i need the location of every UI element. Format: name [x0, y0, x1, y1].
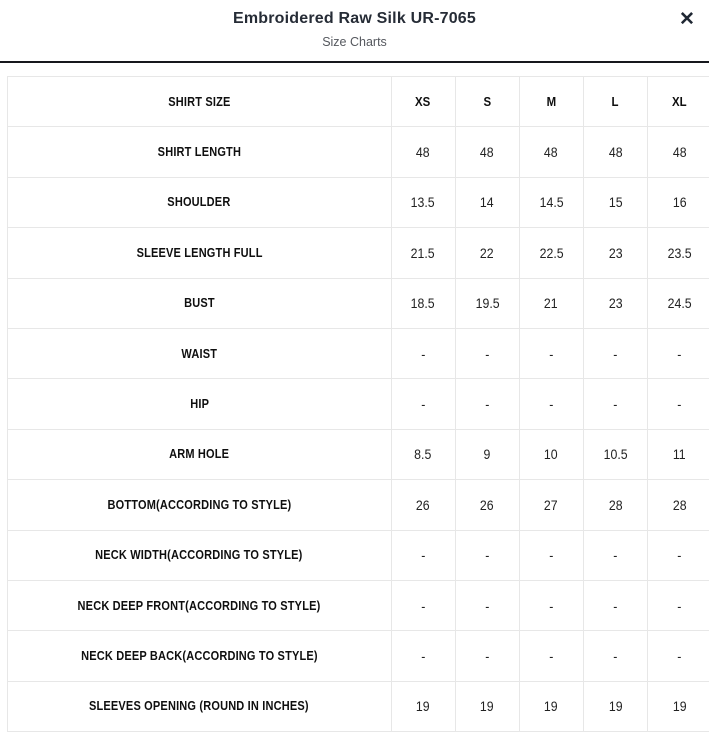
row-label-cell-text: SLEEVE LENGTH FULL: [136, 245, 263, 260]
value-cell: [391, 429, 455, 479]
value-cell: [519, 530, 583, 580]
value-cell-text: 19: [672, 698, 687, 715]
value-cell-text: 22.5: [539, 244, 564, 261]
value-cell-text: -: [421, 597, 426, 614]
value-cell-text: 10: [544, 446, 559, 463]
value-cell: [455, 681, 519, 731]
row-label-cell: [8, 127, 392, 177]
value-cell-text: 28: [608, 496, 623, 513]
value-cell-text: -: [549, 647, 554, 664]
row-label-cell: [8, 177, 392, 227]
value-cell: [455, 480, 519, 530]
row-label-cell-text: ARM HOLE: [169, 447, 230, 462]
header-size-cell: [583, 77, 647, 127]
value-cell: [455, 177, 519, 227]
value-cell-text: 18.5: [411, 295, 436, 312]
value-cell: [647, 228, 709, 278]
value-cell: [583, 328, 647, 378]
value-cell: [519, 379, 583, 429]
value-cell: [583, 631, 647, 681]
value-cell-text: 15: [608, 194, 623, 211]
value-cell-text: 19.5: [475, 295, 500, 312]
value-cell-text: -: [421, 345, 426, 362]
value-cell: [583, 177, 647, 227]
row-label-cell-text: WAIST: [181, 346, 218, 361]
value-cell-text: 23: [608, 244, 623, 261]
table-row: [8, 681, 709, 731]
value-cell: [583, 379, 647, 429]
header-size-cell-text: XL: [672, 94, 687, 110]
value-cell: [455, 328, 519, 378]
header-size-cell-text: L: [611, 94, 619, 110]
table-header-row: [8, 77, 709, 127]
header-label-cell: [8, 77, 392, 127]
value-cell-text: 48: [544, 144, 559, 161]
value-cell: [647, 429, 709, 479]
value-cell-text: -: [485, 396, 490, 413]
row-label-cell-text: BOTTOM(ACCORDING TO STYLE): [107, 497, 292, 512]
header-size-cell-text: S: [483, 94, 491, 110]
value-cell-text: -: [613, 597, 618, 614]
table-row: [8, 328, 709, 378]
value-cell-text: -: [677, 547, 682, 564]
row-label-cell-text: NECK DEEP BACK(ACCORDING TO STYLE): [80, 648, 318, 663]
value-cell-text: 27: [544, 496, 559, 513]
value-cell: [455, 429, 519, 479]
value-cell-text: 48: [480, 144, 495, 161]
row-label-cell-text: BUST: [183, 296, 215, 311]
value-cell-text: 28: [672, 496, 687, 513]
value-cell: [391, 580, 455, 630]
modal-subtitle: Size Charts: [322, 35, 387, 49]
value-cell-text: 21.5: [411, 244, 436, 261]
row-label-cell: [8, 228, 392, 278]
row-label-cell-text: NECK DEEP FRONT(ACCORDING TO STYLE): [77, 598, 321, 613]
header-divider: [0, 61, 709, 63]
value-cell: [519, 328, 583, 378]
value-cell: [455, 228, 519, 278]
header-size-cell: [647, 77, 709, 127]
header-size-cell: [391, 77, 455, 127]
value-cell: [583, 681, 647, 731]
value-cell: [455, 379, 519, 429]
row-label-cell-text: SLEEVES OPENING (ROUND IN INCHES): [89, 699, 310, 714]
value-cell: [519, 278, 583, 328]
value-cell-text: 19: [544, 698, 559, 715]
row-label-cell-text: NECK WIDTH(ACCORDING TO STYLE): [95, 548, 303, 563]
header-size-cell-text: M: [546, 94, 556, 110]
page-title: Embroidered Raw Silk UR-7065: [232, 10, 476, 27]
row-label-cell: [8, 379, 392, 429]
value-cell: [455, 631, 519, 681]
value-cell-text: -: [485, 345, 490, 362]
value-cell: [583, 429, 647, 479]
header-size-cell-text: XS: [415, 94, 431, 110]
value-cell: [519, 228, 583, 278]
value-cell: [519, 631, 583, 681]
row-label-cell: [8, 631, 392, 681]
value-cell-text: -: [421, 396, 426, 413]
table-row: [8, 177, 709, 227]
value-cell-text: 19: [416, 698, 430, 715]
header-size-cell: [519, 77, 583, 127]
value-cell-text: 22: [480, 244, 495, 261]
value-cell-text: 14: [480, 194, 495, 211]
value-cell: [583, 228, 647, 278]
value-cell-text: -: [613, 396, 618, 413]
value-cell-text: 23: [608, 295, 623, 312]
table-row: [8, 429, 709, 479]
value-cell-text: 48: [416, 144, 430, 161]
value-cell: [455, 278, 519, 328]
value-cell-text: -: [613, 345, 618, 362]
value-cell: [519, 681, 583, 731]
row-label-cell-text: SHOULDER: [167, 195, 231, 210]
row-label-cell: [8, 278, 392, 328]
header-size-cell: [455, 77, 519, 127]
size-chart-table: [7, 76, 709, 732]
value-cell: [391, 379, 455, 429]
value-cell-text: -: [549, 345, 554, 362]
value-cell-text: 13.5: [411, 194, 436, 211]
value-cell-text: -: [677, 396, 682, 413]
value-cell-text: -: [421, 547, 426, 564]
size-chart-table-container: [7, 76, 709, 732]
value-cell: [647, 379, 709, 429]
modal-header: [0, 0, 709, 62]
table-row: [8, 631, 709, 681]
value-cell: [391, 228, 455, 278]
value-cell: [391, 631, 455, 681]
value-cell-text: -: [549, 396, 554, 413]
row-label-cell-text: HIP: [189, 397, 209, 412]
table-row: [8, 480, 709, 530]
value-cell-text: 26: [416, 496, 430, 513]
table-row: [8, 530, 709, 580]
value-cell-text: 19: [608, 698, 623, 715]
value-cell-text: -: [613, 647, 618, 664]
value-cell-text: 24.5: [667, 295, 692, 312]
value-cell: [647, 177, 709, 227]
row-label-cell: [8, 429, 392, 479]
value-cell-text: 26: [480, 496, 495, 513]
row-label-cell: [8, 480, 392, 530]
value-cell-text: 21: [544, 295, 559, 312]
value-cell: [647, 580, 709, 630]
value-cell: [583, 480, 647, 530]
close-icon[interactable]: ✕: [673, 6, 701, 34]
value-cell: [519, 429, 583, 479]
value-cell: [583, 580, 647, 630]
value-cell-text: -: [549, 547, 554, 564]
value-cell-text: 10.5: [603, 446, 628, 463]
value-cell: [391, 278, 455, 328]
row-label-cell: [8, 530, 392, 580]
value-cell-text: -: [485, 547, 490, 564]
value-cell-text: 8.5: [414, 446, 432, 463]
value-cell: [455, 580, 519, 630]
value-cell-text: -: [677, 647, 682, 664]
value-cell: [519, 127, 583, 177]
value-cell-text: 11: [673, 446, 686, 463]
value-cell: [455, 530, 519, 580]
value-cell-text: 14.5: [539, 194, 564, 211]
value-cell: [647, 278, 709, 328]
value-cell: [647, 530, 709, 580]
row-label-cell-text: SHIRT LENGTH: [157, 145, 241, 160]
value-cell: [519, 580, 583, 630]
value-cell: [391, 480, 455, 530]
value-cell-text: -: [549, 597, 554, 614]
row-label-cell: [8, 681, 392, 731]
value-cell: [519, 480, 583, 530]
value-cell: [391, 681, 455, 731]
value-cell-text: -: [613, 547, 618, 564]
row-label-cell: [8, 580, 392, 630]
value-cell-text: 48: [608, 144, 623, 161]
value-cell: [583, 530, 647, 580]
value-cell-text: 19: [480, 698, 495, 715]
value-cell: [647, 127, 709, 177]
table-row: [8, 379, 709, 429]
value-cell-text: 9: [483, 446, 491, 463]
value-cell: [647, 328, 709, 378]
value-cell-text: -: [421, 647, 426, 664]
value-cell: [391, 328, 455, 378]
value-cell: [519, 177, 583, 227]
value-cell-text: -: [485, 647, 490, 664]
value-cell-text: -: [677, 345, 682, 362]
row-label-cell: [8, 328, 392, 378]
value-cell-text: 48: [672, 144, 687, 161]
value-cell: [455, 127, 519, 177]
value-cell: [647, 631, 709, 681]
value-cell-text: 23.5: [667, 244, 692, 261]
value-cell: [583, 278, 647, 328]
header-label-cell-text: SHIRT SIZE: [168, 94, 231, 109]
value-cell: [391, 177, 455, 227]
value-cell: [583, 127, 647, 177]
table-row: [8, 127, 709, 177]
table-row: [8, 580, 709, 630]
value-cell: [647, 681, 709, 731]
value-cell-text: 16: [672, 194, 687, 211]
value-cell: [647, 480, 709, 530]
table-row: [8, 278, 709, 328]
value-cell: [391, 530, 455, 580]
value-cell-text: -: [485, 597, 490, 614]
value-cell: [391, 127, 455, 177]
table-row: [8, 228, 709, 278]
value-cell-text: -: [677, 597, 682, 614]
